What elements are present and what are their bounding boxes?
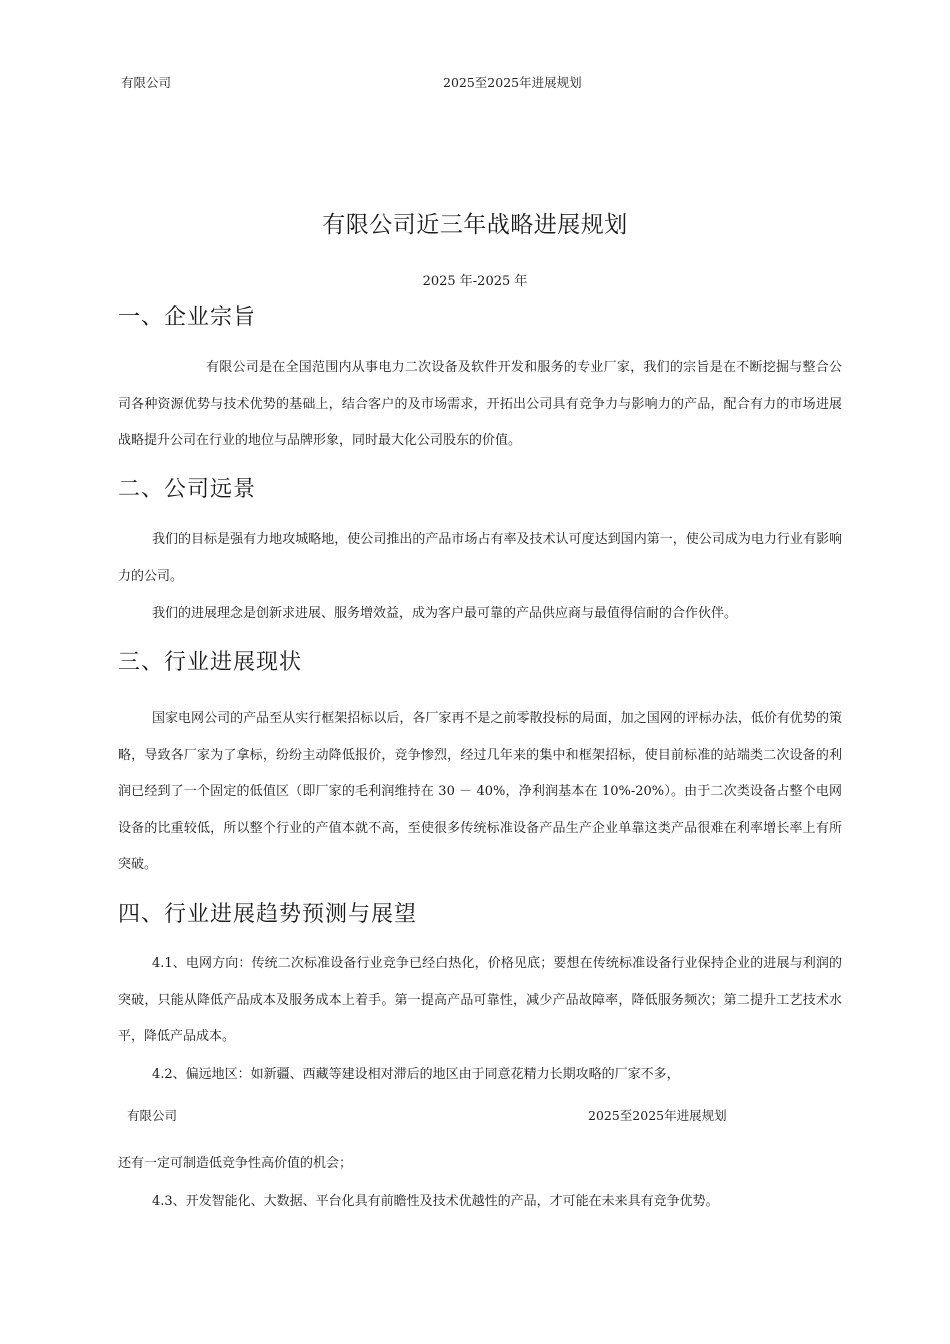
section-heading-mission: 一、企业宗旨 bbox=[118, 305, 257, 330]
header-plan-title: 2025至2025年进展规划 bbox=[443, 75, 582, 90]
section-status-paragraph: 国家电网公司的产品至从实行框架招标以后，各厂家再不是之前零散投标的局面，加之国网的评标办法，低价有优势的策略，导致各厂家为了拿标，纷纷主动降低报价，竞争惨烈，经过几年来的集中和框架招标，使目前标准的站端类二次设备的利润已经到了一个固定的低值区（即厂家的毛利润维持在 30 － 40%，净利润基本在 10%-20%）。由于二次类设备占整个电网设备的比重较低，所以整个行业的产值本就不高，至使很多传统标准设备产品生产企业单靠这类产品很难在利率增长率上有所突破。 bbox=[118, 711, 842, 872]
section-trends-paragraph-4-1: 4.1、电网方向：传统二次标准设备行业竞争已经白热化，价格见底；要想在传统标准设备行业保持企业的进展与利润的突破，只能从降低产品成本及服务成本上着手。第一提高产品可靠性，减少产品故障率，降低服务频次；第二提升工艺技术水平，降低产品成本。 bbox=[118, 956, 842, 1044]
document-subtitle: 2025 年-2025 年 bbox=[422, 274, 528, 289]
section-trends-paragraph-4-3: 4.3、开发智能化、大数据、平台化具有前瞻性及技术优越性的产品，才可能在未来具有竞争优势。 bbox=[152, 1194, 719, 1209]
section-vision-paragraph-2: 我们的进展理念是创新求进展、服务增效益，成为客户最可靠的产品供应商与最值得信耐的合作伙伴。 bbox=[152, 606, 738, 621]
section-mission-paragraph: 有限公司是在全国范围内从事电力二次设备及软件开发和服务的专业厂家，我们的宗旨是在不断挖掘与整合公司各种资源优势与技术优势的基础上，结合客户的及市场需求，开拓出公司具有竞争力与影响力的产品，配合有力的市场进展战略提升公司在行业的地位与品牌形象，同时最大化公司股东的价值。 bbox=[118, 360, 842, 448]
header-plan-title-page2: 2025至2025年进展规划 bbox=[588, 1108, 727, 1123]
section-heading-trends: 四、行业进展趋势预测与展望 bbox=[118, 902, 418, 927]
section-trends-paragraph-4-2: 4.2、偏远地区：如新疆、西藏等建设相对滞后的地区由于同意花精力长期攻略的厂家不多， bbox=[152, 1067, 680, 1082]
header-company: 有限公司 bbox=[121, 75, 172, 90]
section-heading-status: 三、行业进展现状 bbox=[118, 650, 303, 675]
section-vision-paragraph-1: 我们的目标是强有力地攻城略地，使公司推出的产品市场占有率及技术认可度达到国内第一，使公司成为电力行业有影响力的公司。 bbox=[118, 532, 842, 584]
header-company-page2: 有限公司 bbox=[127, 1108, 178, 1123]
section-heading-vision: 二、公司远景 bbox=[118, 477, 257, 502]
document-title: 有限公司近三年战略进展规划 bbox=[322, 212, 628, 238]
section-trends-paragraph-4-2-continued: 还有一定可制造低竞争性高价值的机会； bbox=[118, 1156, 353, 1171]
